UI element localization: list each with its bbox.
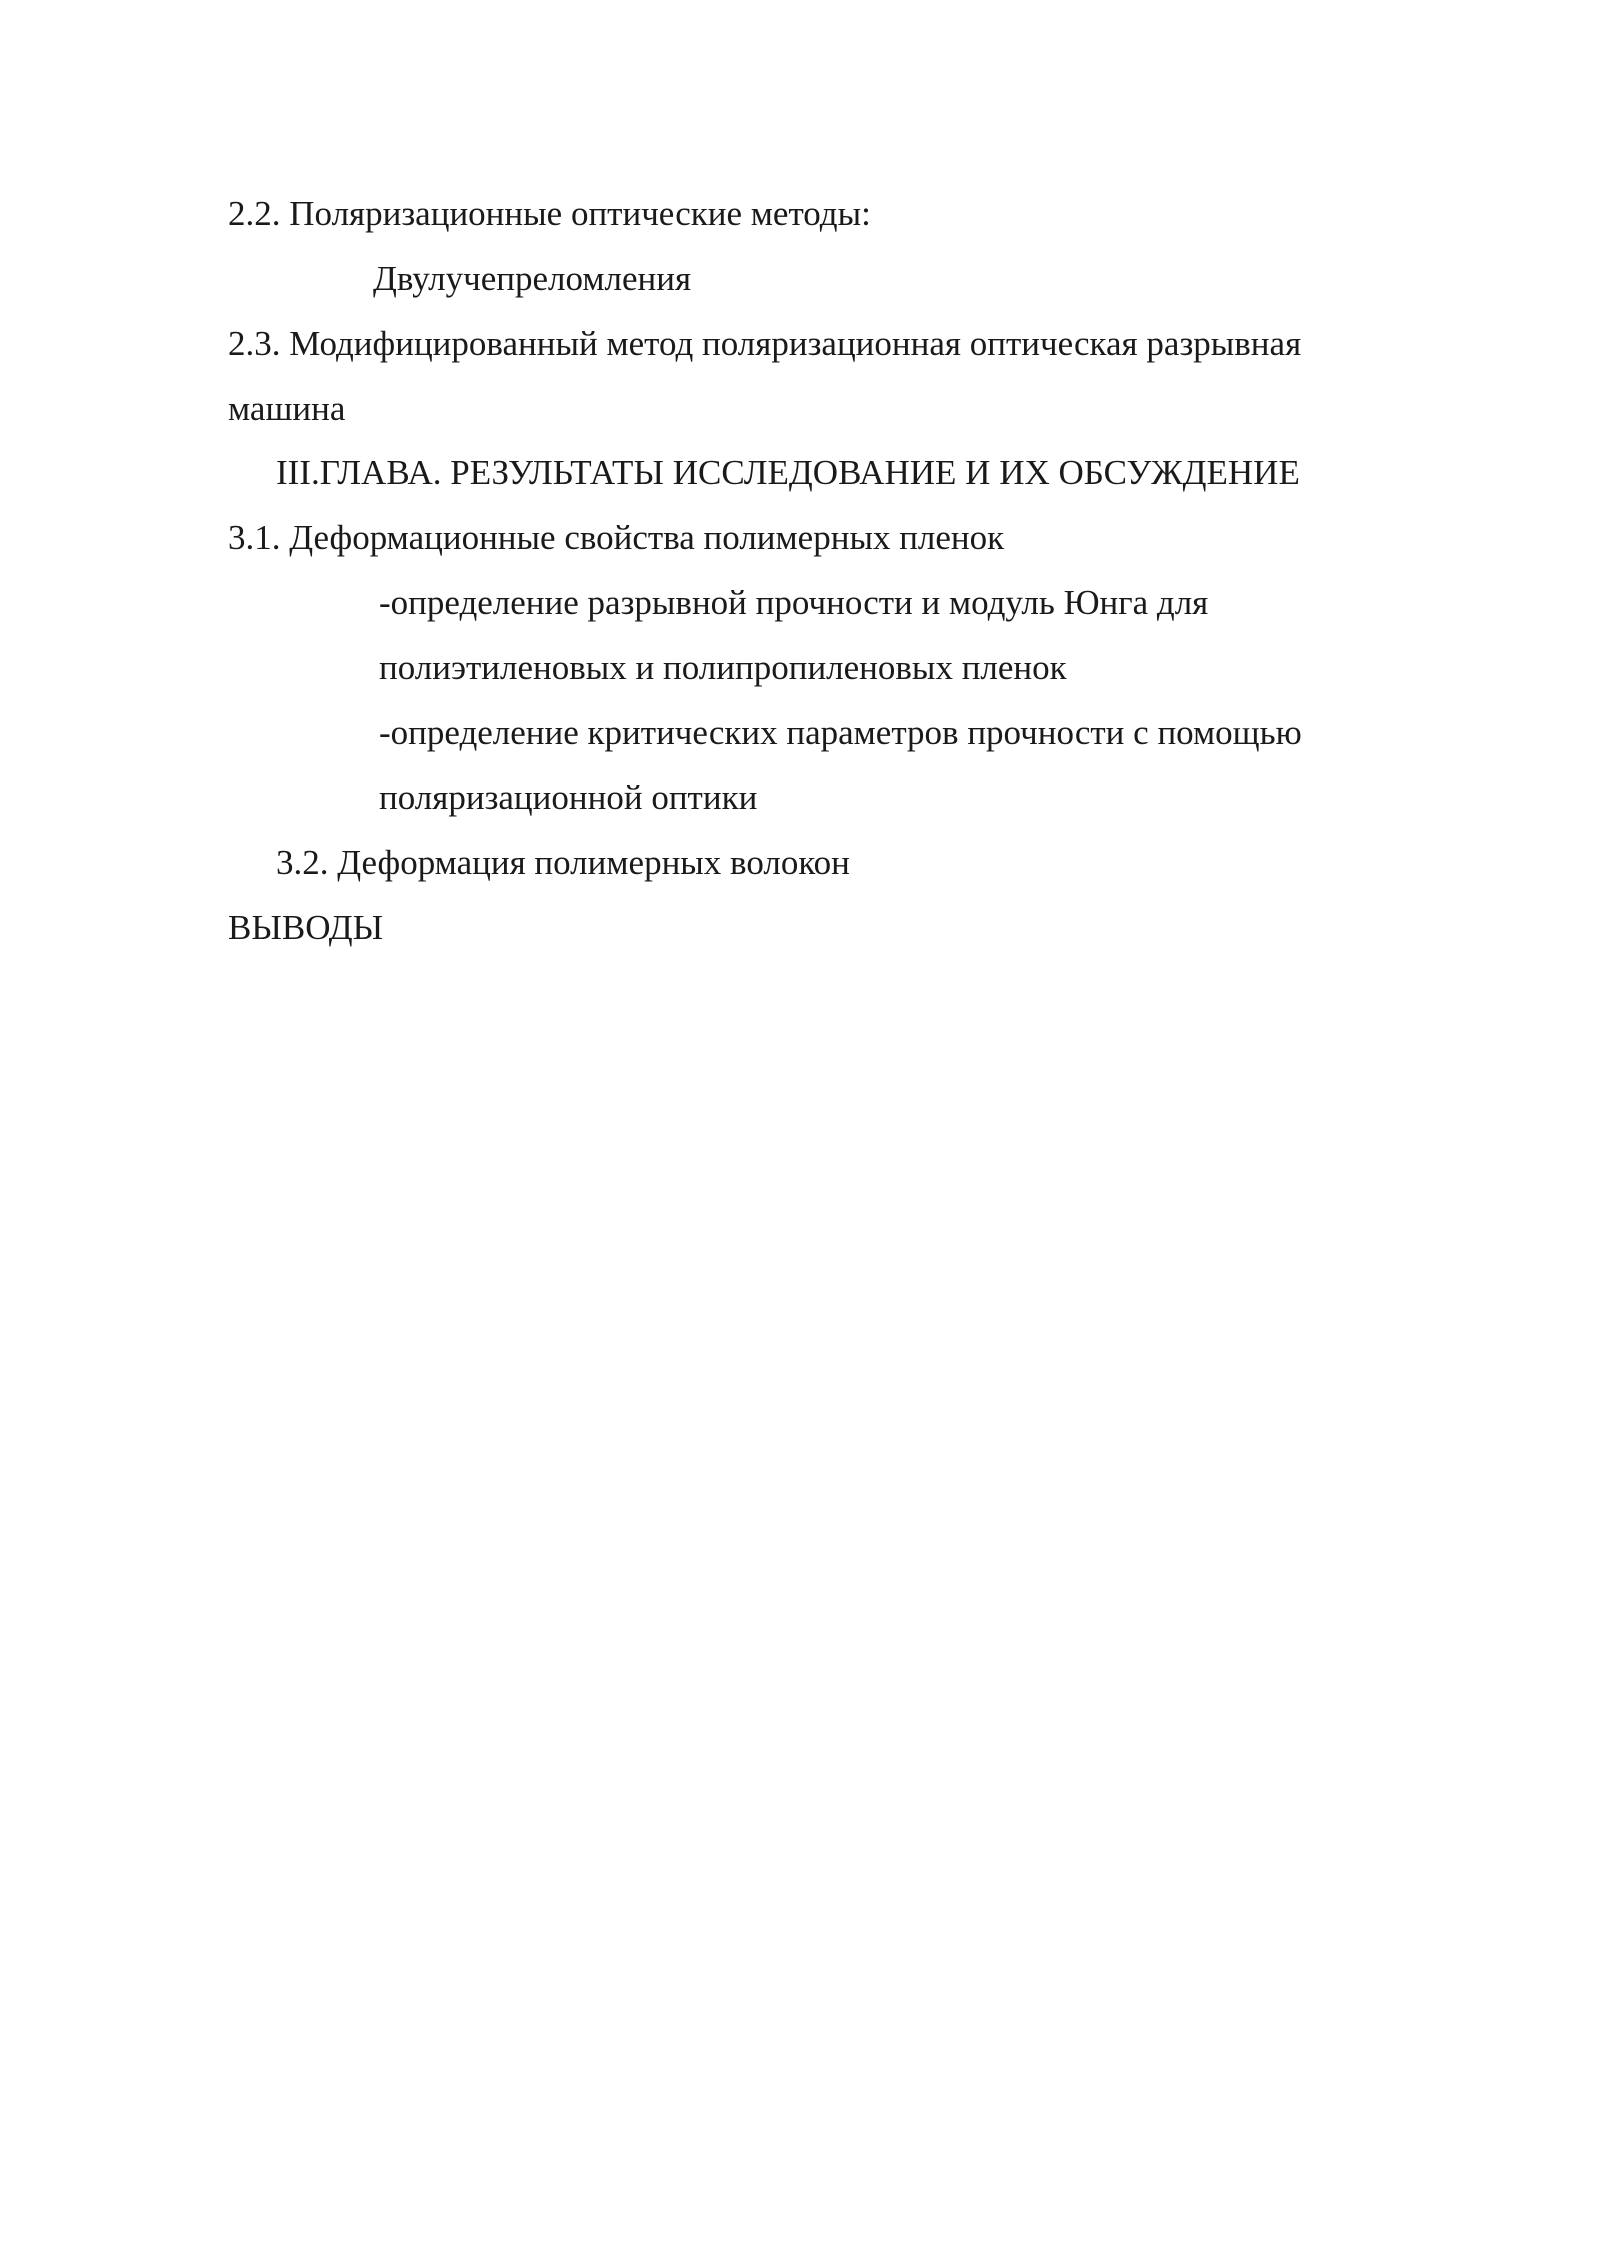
toc-entry-3-2: 3.2. Деформация полимерных волокон [276,843,850,882]
toc-entry-2-3: 2.3. Модифицированный метод поляризационная оптическая разрывная [228,324,1302,363]
toc-subentry-birefringence: Двулучепреломления [373,259,692,298]
toc-subentry-tensile-strength: -определение разрывной прочности и модуль Юнга для [379,583,1209,622]
toc-entry-2-3-continuation: машина [228,389,346,428]
toc-subentry-critical-parameters-continuation: поляризационной оптики [379,778,758,817]
toc-entry-3-1: 3.1. Деформационные свойства полимерных пленок [228,518,1005,557]
toc-entry-2-2: 2.2. Поляризационные оптические методы: [228,194,871,233]
toc-subentry-tensile-strength-continuation: полиэтиленовых и полипропиленовых пленок [379,648,1067,687]
toc-chapter-3-heading: III.ГЛАВА. РЕЗУЛЬТАТЫ ИССЛЕДОВАНИЕ И ИХ ОБСУЖДЕНИЕ [276,453,1300,492]
toc-conclusions: ВЫВОДЫ [228,908,384,947]
toc-subentry-critical-parameters: -определение критических параметров прочности с помощью [379,713,1302,752]
